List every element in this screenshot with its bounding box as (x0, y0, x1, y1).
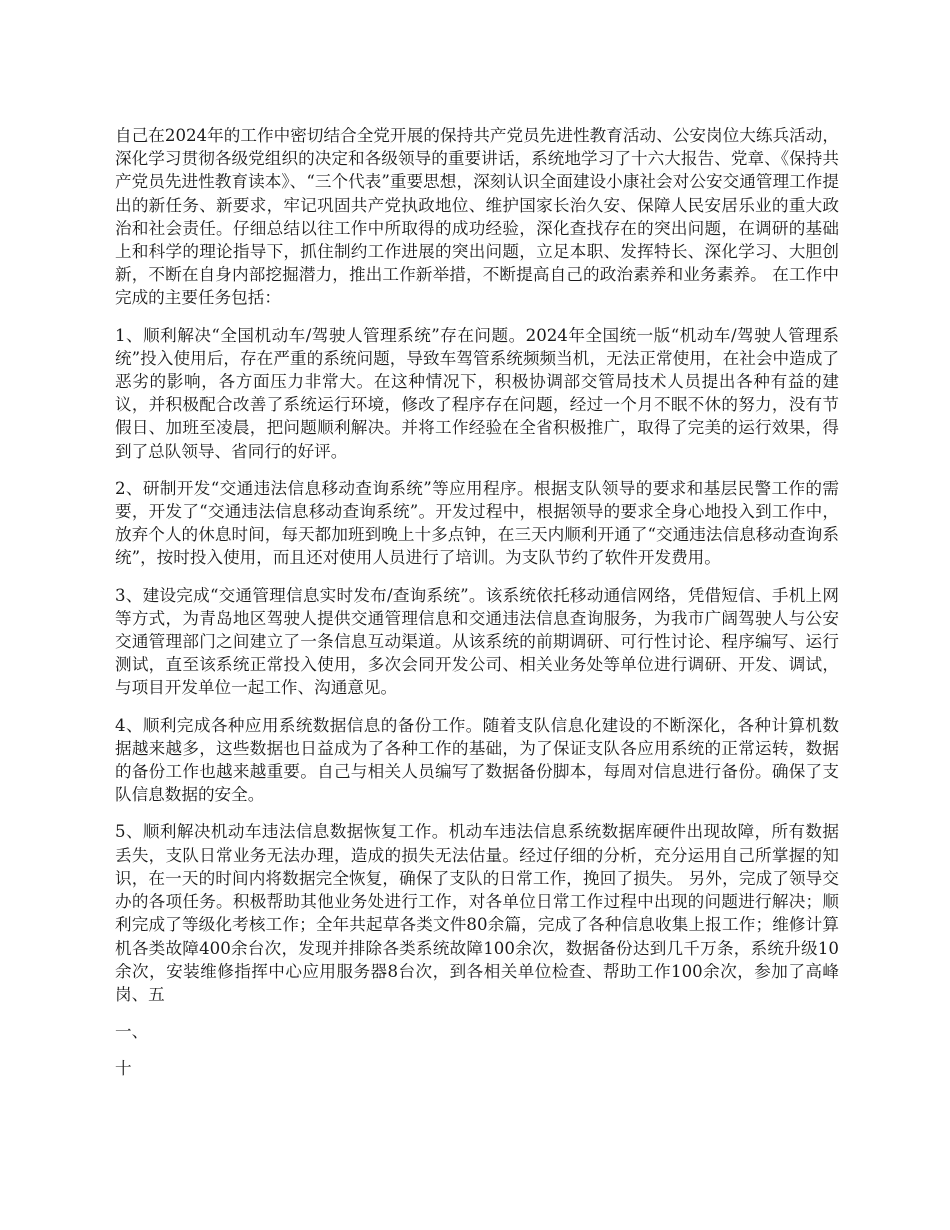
paragraph-fragment-2: 十 (115, 1059, 132, 1079)
paragraph-intro: 自己在2024年的工作中密切结合全党开展的保持共产党员先进性教育活动、公安岗位大练兵活动，深化学习贯彻各级党组织的决定和各级领导的重要讲话，系统地学习了十六大报告、党章、《保持共产党员先进性教育读本》、“三个代表”重要思想，深刻认识全面建设小康社会对公安交通管理工作提出的新任务、新要求，牢记巩固共产党执政地位、维护国家长治久安、保障人民安居乐业的重大政治和社会责任。仔细总结以往工作中所取得的成功经验，深化查找存在的突出问题，在调研的基础上和科学的理论指导下，抓住制约工作进展的突出问题，立足本职、发挥特长、深化学习、大胆创新，不断在自身内部挖掘潜力，推出工作新举措，不断提高自己的政治素养和业务素养。 在工作中完成的主要任务包括： (115, 126, 839, 308)
document-body (115, 124, 839, 1095)
paragraph-item-3: 3、建设完成“交通管理信息实时发布/查询系统”。该系统依托移动通信网络，凭借短信、手机上网等方式，为青岛地区驾驶人提供交通管理信息和交通违法信息查询服务，为我市广阔驾驶人与公安交通管理部门之间建立了一条信息互动渠道。从该系统的前期调研、可行性讨论、程序编写、运行测试，直至该系统正常投入使用，多次会同开发公司、相关业务处等单位进行调研、开发、调试，与项目开发单位一起工作、沟通意见。 (115, 585, 839, 698)
paragraph-item-2: 2、研制开发“交通违法信息移动查询系统”等应用程序。根据支队领导的要求和基层民警工作的需要，开发了“交通违法信息移动查询系统”。开发过程中，根据领导的要求全身心地投入到工作中，放弃个人的休息时间，每天都加班到晚上十多点钟，在三天内顺利开通了“交通违法信息移动查询系统”，按时投入使用，而且还对使用人员进行了培训。为支队节约了软件开发费用。 (115, 478, 839, 568)
paragraph-fragment-1: 一、 (115, 1022, 149, 1042)
paragraph-item-1: 1、顺利解决“全国机动车/驾驶人管理系统”存在问题。2024年全国统一版“机动车/驾驶人管理系统”投入使用后，存在严重的系统问题，导致车驾管系统频频当机，无法正常使用，在社会中造成了恶劣的影响，各方面压力非常大。在这种情况下，积极协调部交管局技术人员提出各种有益的建议，并积极配合改善了系统运行环境，修改了程序存在问题，经过一个月不眠不休的努力，没有节假日、加班至凌晨，把问题顺利解决。并将工作经验在全省积极推广，取得了完美的运行效果，得到了总队领导、省同行的好评。 (115, 325, 839, 461)
paragraph-item-5: 5、顺利解决机动车违法信息数据恢复工作。机动车违法信息系统数据库硬件出现故障，所有数据丢失，支队日常业务无法办理，造成的损失无法估量。经过仔细的分析，充分运用自己所掌握的知识，在一天的时间内将数据完全恢复，确保了支队的日常工作，挽回了损失。 另外，完成了领导交办的各项任务。积极帮助其他业务处进行工作，对各单位日常工作过程中出现的问题进行解决；顺利完成了等级化考核工作；全年共起草各类文件80余篇，完成了各种信息收集上报工作；维修计算机各类故障400余台次，发现并排除各类系统故障100余次，数据备份达到几千万条，系统升级10余次，安装维修指挥中心应用服务器8台次，到各相关单位检查、帮助工作100余次，参加了高峰岗、五 (115, 822, 839, 1004)
paragraph-item-4: 4、顺利完成各种应用系统数据信息的备份工作。随着支队信息化建设的不断深化，各种计算机数据越来越多，这些数据也日益成为了各种工作的基础，为了保证支队各应用系统的正常运转，数据的备份工作也越来越重要。自己与相关人员编写了数据备份脚本，每周对信息进行备份。确保了支队信息数据的安全。 (115, 715, 839, 805)
